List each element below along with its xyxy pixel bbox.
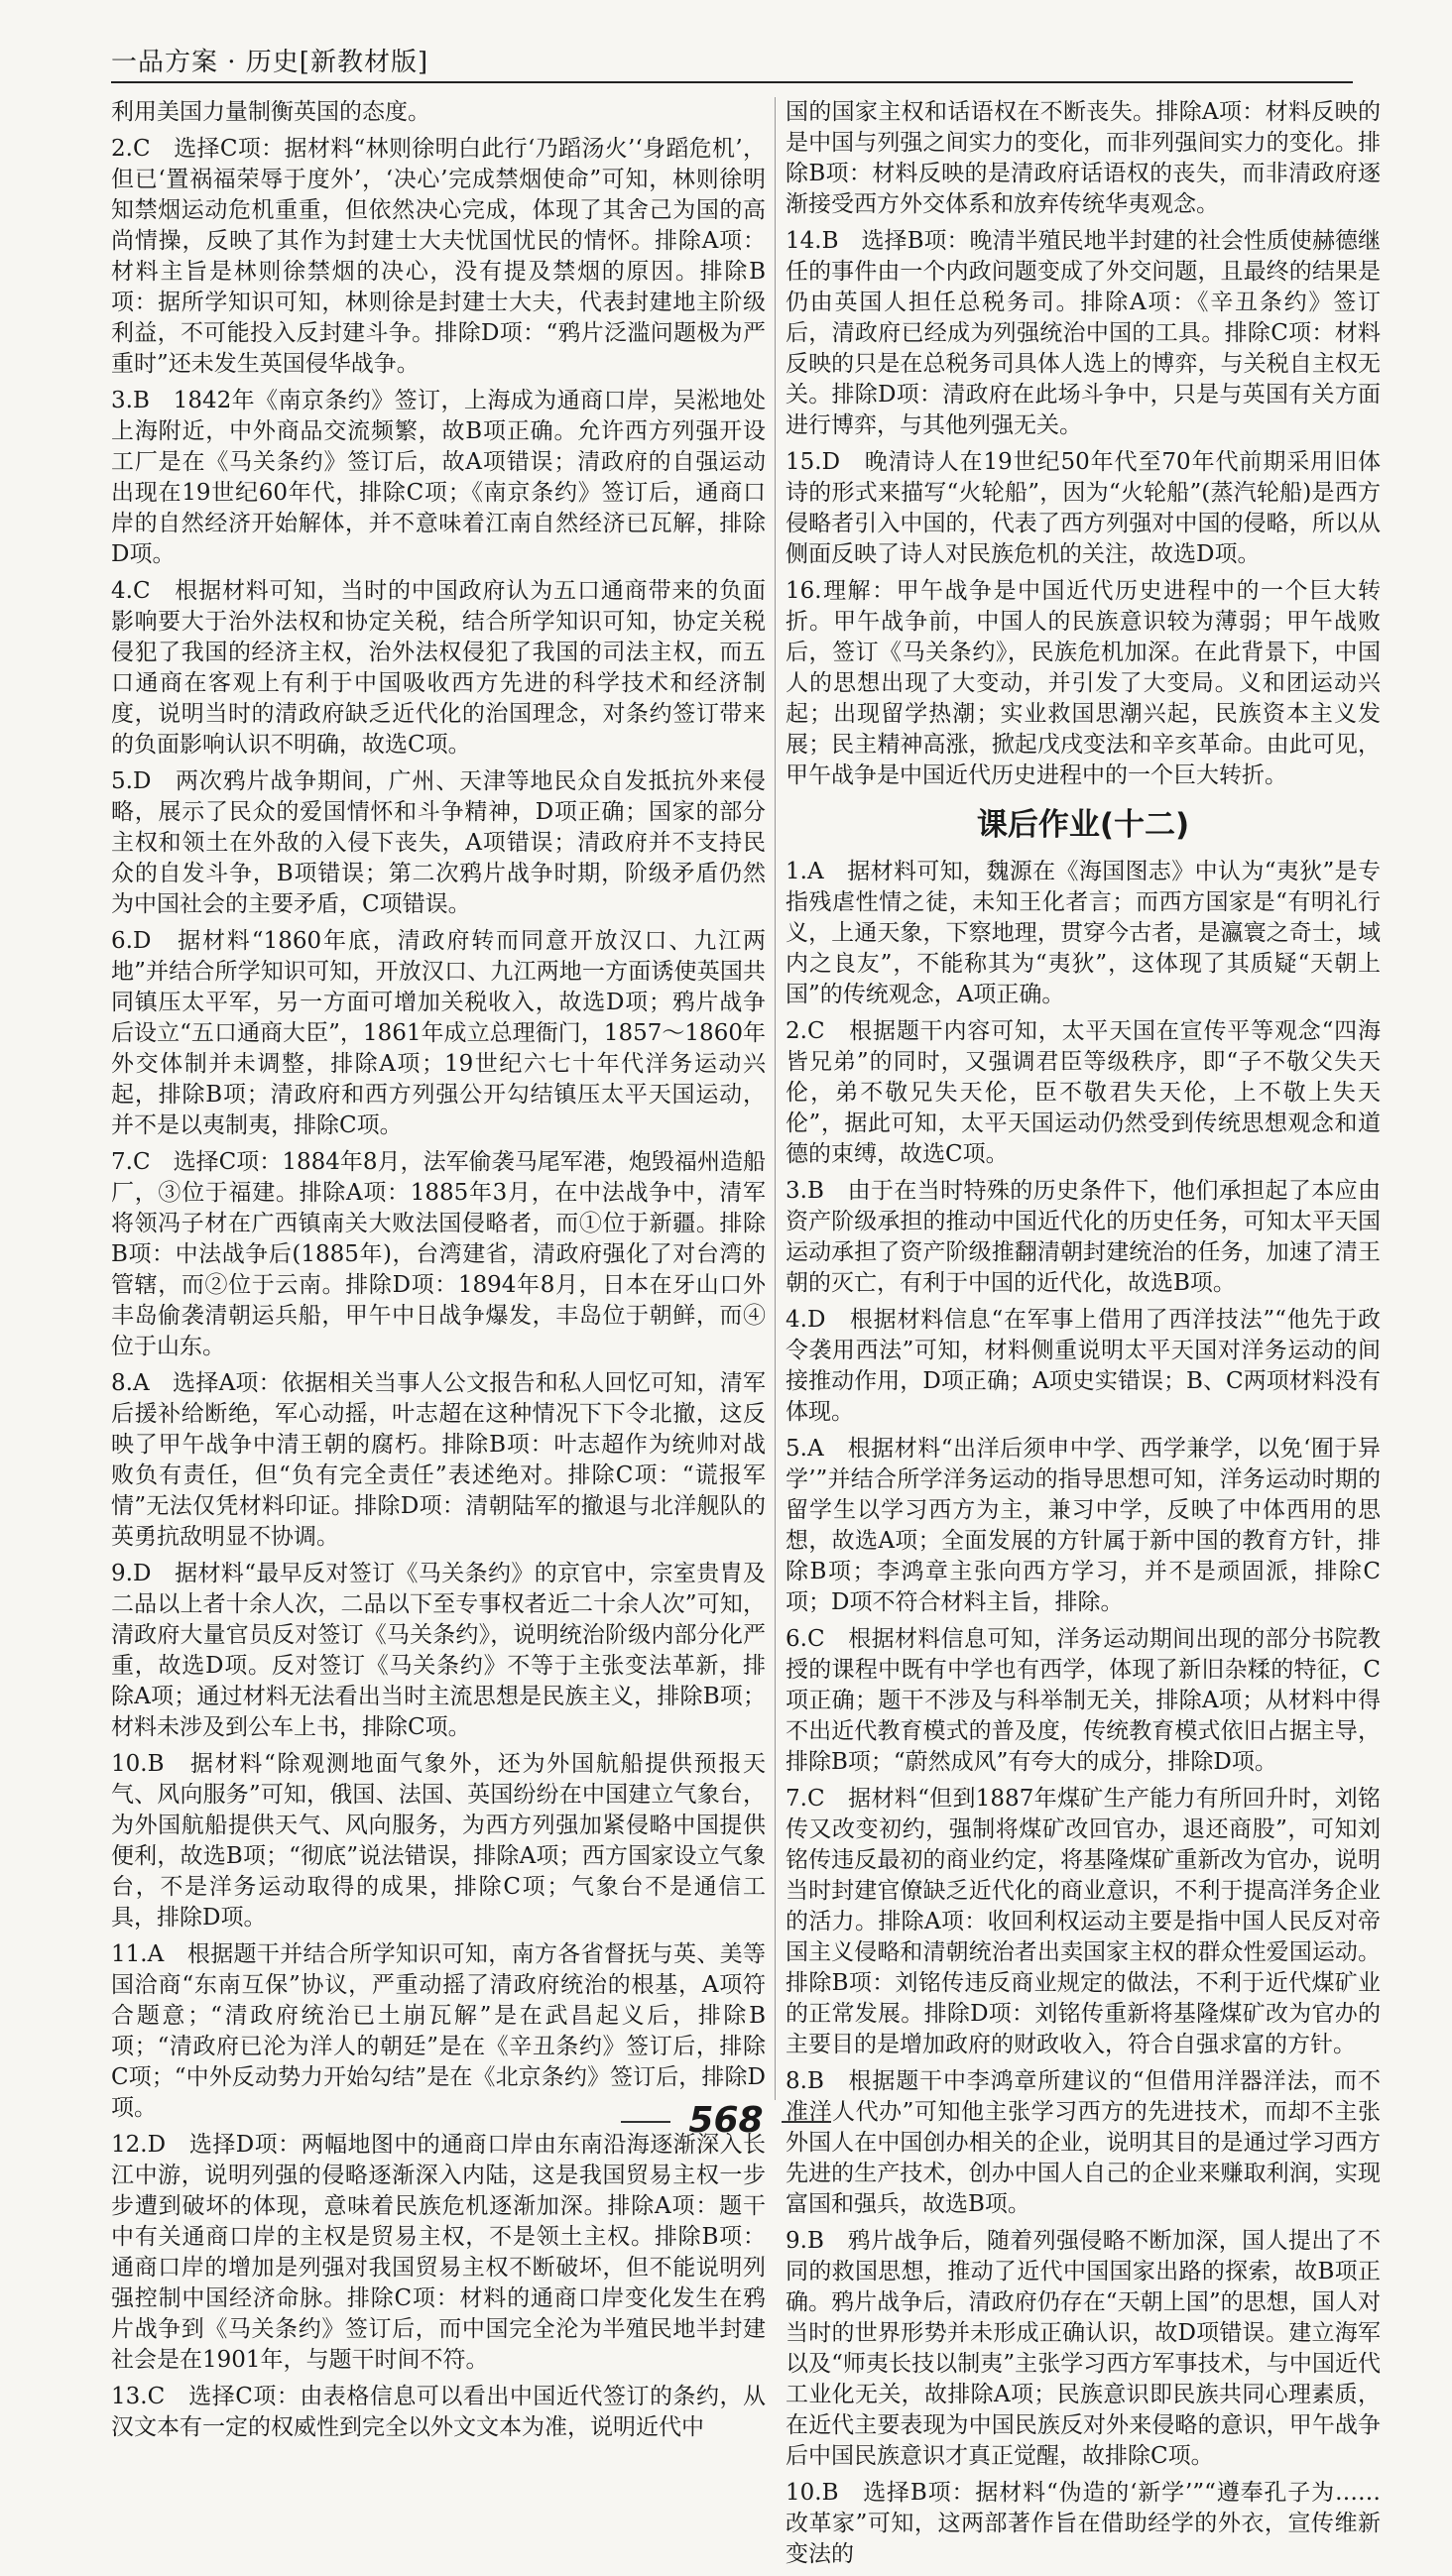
page-number: 568 (688, 2100, 764, 2141)
answer-item: 11.A 根据题干并结合所学知识可知，南方各省督抚与英、美等国洽商“东南互保”协议，严重动摇了清政府统治的根基，A项符合题意；“清政府统治已土崩瓦解”是在武昌起义后，排除B项；“清政府已沦为洋人的朝廷”是在《辛丑条约》签订后，排除C项；“中外反动势力开始勾结”是在《北京条约》签订后，排除D项。 (111, 1941, 766, 2121)
footer-dash-right (782, 2121, 831, 2123)
answer-item: 10.B 据材料“除观测地面气象外，还为外国航船提供预报天气、风向服务”可知，俄国、法国、英国纷纷在中国建立气象台，为外国航船提供天气、风向服务，为西方列强加紧侵略中国提供便利，故选B项；“彻底”说法错误，排除A项；西方国家设立气象台，不是洋务运动取得的成果，排除C项；气象台不是通信工具，排除D项。 (111, 1751, 766, 1931)
answer-item: 8.A 选择A项：依据相关当事人公文报告和私人回忆可知，清军后援补给断绝，军心动摇，叶志超在这种情况下下令北撤，这反映了甲午战争中清王朝的腐朽。排除B项：叶志超作为统帅对战败负有责任，但“负有完全责任”表述绝对。排除C项：“谎报军情”无法仅凭材料印证。排除D项：清朝陆军的撤退与北洋舰队的英勇抗敌明显不协调。 (111, 1370, 766, 1550)
section-title: 课后作业(十二) (976, 807, 1190, 843)
answer-item: 8.B 根据题干中李鸿章所建议的“但借用洋器洋法，而不准洋人代办”可知他主张学习西方的先进技术，而却不主张外国人在中国创办相关的企业，说明其目的是通过学习西方先进的生产技术，创办中国人自己的企业来赚取利润，实现富国和强兵，故选B项。 (786, 2068, 1381, 2217)
answer-item: 2.C 选择C项：据材料“林则徐明白此行‘乃蹈汤火’‘身蹈危机’，但已‘置祸福荣辱于度外’，‘决心’完成禁烟使命”可知，林则徐明知禁烟运动危机重重，但依然决心完成，体现了其舍己为国的高尚情操，反映了其作为封建士大夫忧国忧民的情怀。排除A项：材料主旨是林则徐禁烟的决心，没有提及禁烟的原因。排除B项：据所学知识可知，林则徐是封建士大夫，代表封建地主阶级利益，不可能投入反封建斗争。排除D项：“鸦片泛滥问题极为严重时”还未发生英国侵华战争。 (111, 136, 766, 377)
column-divider (775, 97, 776, 2100)
answer-item: 10.B 选择B项：据材料“伪造的‘新学’”“遵奉孔子为……改革家”可知，这两部著作旨在借助经学的外衣，宣传维新变法的 (786, 2480, 1381, 2567)
answer-item: 9.B 鸦片战争后，随着列强侵略不断加深，国人提出了不同的救国思想，推动了近代中国国家出路的探索，故B项正确。鸦片战争后，清政府仍存在“天朝上国”的思想，国人对当时的世界形势并未形成正确认识，故D项错误。建立海军以及“师夷长技以制夷”主张学习西方军事技术，与中国近代工业化无关，故排除A项；民族意识即民族共同心理素质，在近代主要表现为中国民族反对外来侵略的意识，甲午战争后中国民族意识才真正觉醒，故排除C项。 (786, 2228, 1381, 2469)
running-header: 一品方案 · 历史[新教材版] (111, 48, 429, 77)
answer-item: 15.D 晚清诗人在19世纪50年代至70年代前期采用旧体诗的形式来描写“火轮船”，因为“火轮船”(蒸汽轮船)是西方侵略者引入中国的，代表了西方列强对中国的侵略，所以从侧面反映了诗人对民族危机的关注，故选D项。 (786, 449, 1381, 567)
header-rule (111, 81, 1353, 83)
left-column (111, 97, 766, 2449)
answer-item: 6.D 据材料“1860年底，清政府转而同意开放汉口、九江两地”并结合所学知识可知，开放汉口、九江两地一方面诱使英国共同镇压太平军，另一方面可增加关税收入，故选D项；鸦片战争后设立“五口通商大臣”，1861年成立总理衙门，1857～1860年外交体制并未调整，排除A项；19世纪六七十年代洋务运动兴起，排除B项；清政府和西方列强公开勾结镇压太平天国运动，并不是以夷制夷，排除C项。 (111, 928, 766, 1138)
answer-item: 国的国家主权和话语权在不断丧失。排除A项：材料反映的是中国与列强之间实力的变化，而非列强间实力的变化。排除B项：材料反映的是清政府话语权的丧失，而非清政府逐渐接受西方外交体系和放弃传统华夷观念。 (786, 99, 1381, 217)
answer-item: 16.理解：甲午战争是中国近代历史进程中的一个巨大转折。甲午战争前，中国人的民族意识较为薄弱；甲午战败后，签订《马关条约》，民族危机加深。在此背景下，中国人的思想出现了大变动，并引发了大变局。义和团运动兴起；出现留学热潮；实业救国思潮兴起，民族资本主义发展；民主精神高涨，掀起戊戌变法和辛亥革命。由此可见，甲午战争是中国近代历史进程中的一个巨大转折。 (786, 578, 1381, 788)
answer-item: 14.B 选择B项：晚清半殖民地半封建的社会性质使赫德继任的事件由一个内政问题变成了外交问题，且最终的结果是仍由英国人担任总税务司。排除A项：《辛丑条约》签订后，清政府已经成为列强统治中国的工具。排除C项：材料反映的只是在总税务司具体人选上的博弈，与关税自主权无关。排除D项：清政府在此场斗争中，只是与英国有关方面进行博弈，与其他列强无关。 (786, 228, 1381, 438)
answer-item: 13.C 选择C项：由表格信息可以看出中国近代签订的条约，从汉文本有一定的权威性到完全以外文文本为准，说明近代中 (111, 2384, 766, 2440)
answer-item: 3.B 1842年《南京条约》签订，上海成为通商口岸，吴淞地处上海附近，中外商品交流频繁，故B项正确。允许西方列强开设工厂是在《马关条约》签订后，故A项错误；清政府的自强运动出现在19世纪60年代，排除C项；《南京条约》签订后，通商口岸的自然经济开始解体，并不意味着江南自然经济已瓦解，排除D项。 (111, 388, 766, 567)
right-column (786, 97, 1381, 2576)
answer-item: 6.C 根据材料信息可知，洋务运动期间出现的部分书院教授的课程中既有中学也有西学，体现了新旧杂糅的特征，C项正确；题干不涉及与科举制无关，排除A项；从材料中得不出近代教育模式的普及度，传统教育模式依旧占据主导，排除B项；“蔚然成风”有夸大的成分，排除D项。 (786, 1626, 1381, 1775)
answer-item: 7.C 选择C项：1884年8月，法军偷袭马尾军港，炮毁福州造船厂，③位于福建。排除A项：1885年3月，在中法战争中，清军将领冯子材在广西镇南关大败法国侵略者，而①位于新疆。排除B项：中法战争后(1885年)，台湾建省，清政府强化了对台湾的管辖，而②位于云南。排除D项：1894年8月，日本在牙山口外丰岛偷袭清朝运兵船，甲午中日战争爆发，丰岛位于朝鲜，而④位于山东。 (111, 1149, 766, 1359)
answer-item: 5.D 两次鸦片战争期间，广州、天津等地民众自发抵抗外来侵略，展示了民众的爱国情怀和斗争精神，D项正确；国家的部分主权和领土在外敌的入侵下丧失，A项错误；清政府并不支持民众的自发斗争，B项错误；第二次鸦片战争时期，阶级矛盾仍然为中国社会的主要矛盾，C项错误。 (111, 768, 766, 917)
answer-item: 9.D 据材料“最早反对签订《马关条约》的京官中，宗室贵胄及二品以上者十余人次，二品以下至专事权者近二十余人次”可知，清政府大量官员反对签订《马关条约》，说明统治阶级内部分化严重，故选D项。反对签订《马关条约》不等于主张变法革新，排除A项；通过材料无法看出当时主流思想是民族主义，排除B项；材料未涉及到公车上书，排除C项。 (111, 1561, 766, 1740)
answer-item: 7.C 据材料“但到1887年煤矿生产能力有所回升时，刘铭传又改变初约，强制将煤矿改回官办，退还商股”，可知刘铭传违反最初的商业约定，将基隆煤矿重新改为官办，说明当时封建官僚缺乏近代化的商业意识，不利于提高洋务企业的活力。排除A项：收回利权运动主要是指中国人民反对帝国主义侵略和清朝统治者出卖国家主权的群众性爱国运动。排除B项：刘铭传违反商业规定的做法，不利于近代煤矿业的正常发展。排除D项：刘铭传重新将基隆煤矿改为官办的主要目的是增加政府的财政收入，符合自强求富的方针。 (786, 1786, 1381, 2057)
answer-item: 12.D 选择D项：两幅地图中的通商口岸由东南沿海逐渐深入长江中游，说明列强的侵略逐渐深入内陆，这是我国贸易主权一步步遭到破坏的体现，意味着民族危机逐渐加深。排除A项：题干中有关通商口岸的主权是贸易主权，不是领土主权。排除B项：通商口岸的增加是列强对我国贸易主权不断破坏，但不能说明列强控制中国经济命脉。排除C项：材料的通商口岸变化发生在鸦片战争到《马关条约》签订后，而中国完全沦为半殖民地半封建社会是在1901年，与题干时间不符。 (111, 2132, 766, 2373)
footer-dash-left (621, 2121, 670, 2123)
answer-item: 5.A 根据材料“出洋后须申中学、西学兼学，以免‘囿于异学’”并结合所学洋务运动的指导思想可知，洋务运动时期的留学生以学习西方为主，兼习中学，反映了中体西用的思想，故选A项；全面发展的方针属于新中国的教育方针，排除B项；李鸿章主张向西方学习，并不是顽固派，排除C项；D项不符合材料主旨，排除。 (786, 1436, 1381, 1615)
answer-item: 2.C 根据题干内容可知，太平天国在宣传平等观念“四海皆兄弟”的同时，又强调君臣等级秩序，即“子不敬父失天伦，弟不敬兄失天伦，臣不敬君失天伦，上不敬上失天伦”，据此可知，太平天国运动仍然受到传统思想观念和道德的束缚，故选C项。 (786, 1018, 1381, 1167)
answer-item: 3.B 由于在当时特殊的历史条件下，他们承担起了本应由资产阶级承担的推动中国近代化的历史任务，可知太平天国运动承担了资产阶级推翻清朝封建统治的任务，加速了清王朝的灭亡，有利于中国的近代化，故选B项。 (786, 1178, 1381, 1296)
answer-item: 4.D 根据材料信息“在军事上借用了西洋技法”“他先于政令袭用西法”可知，材料侧重说明太平天国对洋务运动的间接推动作用，D项正确；A项史实错误；B、C两项材料没有体现。 (786, 1307, 1381, 1425)
answer-item: 1.A 据材料可知，魏源在《海国图志》中认为“夷狄”是专指残虐性情之徒，未知王化者言；而西方国家是“有明礼行义，上通天象，下察地理，贯穿今古者，是瀛寰之奇士，域内之良友”，不能称其为“夷狄”，这体现了其质疑“天朝上国”的传统观念，A项正确。 (786, 859, 1381, 1007)
answer-item: 利用美国力量制衡英国的态度。 (111, 99, 430, 125)
page-footer (0, 2100, 1452, 2141)
answer-item: 4.C 根据材料可知，当时的中国政府认为五口通商带来的负面影响要大于治外法权和协定关税，结合所学知识可知，协定关税侵犯了我国的经济主权，治外法权侵犯了我国的司法主权，而五口通商在客观上有利于中国吸收西方先进的科学技术和经济制度，说明当时的清政府缺乏近代化的治国理念，对条约签订带来的负面影响认识不明确，故选C项。 (111, 578, 766, 758)
